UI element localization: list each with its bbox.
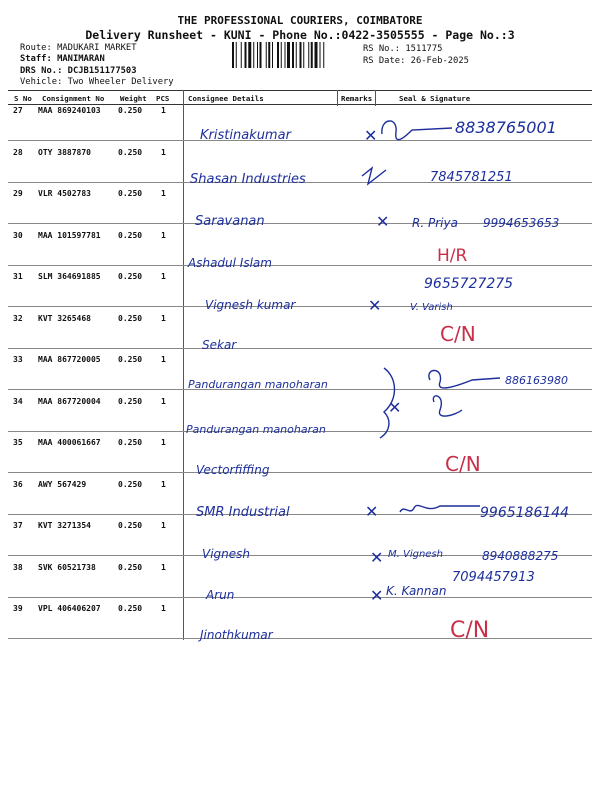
row-weight: 0.250 [118,189,143,198]
handwritten-name: Vignesh kumar [205,298,296,312]
cross-mark: ✕ [368,296,382,315]
row-sno: 27 [13,106,23,115]
row-sno: 39 [13,604,23,613]
row-consignment-no: VLR 4502783 [38,189,91,198]
row-weight: 0.250 [118,604,143,613]
table-top-border [8,90,592,91]
row-consignment-no: KVT 3265468 [38,313,91,323]
row-sno: 33 [13,355,23,364]
handwritten-signature: R. Priya [412,216,458,230]
barcode-bar [320,42,321,68]
col-header-seal-signature: Seal & Signature [399,94,471,103]
row-sno: 35 [13,438,23,447]
company-title: THE PROFESSIONAL COURIERS, COIMBATORE [177,14,423,27]
row-pcs: 1 [161,604,166,613]
barcode-bar [245,42,247,68]
column-divider-consignee [183,90,184,640]
barcode-bar [287,42,290,68]
barcode-bar [241,42,242,68]
row-separator [8,638,592,639]
row-weight: 0.250 [118,521,143,530]
column-divider-remarks [337,90,338,106]
barcode-bar [315,42,318,68]
handwritten-signature: V. Varish [410,302,453,313]
row-pcs: 1 [161,313,166,323]
handwritten-phone: 7845781251 [430,170,513,185]
row-sno: 37 [13,521,23,530]
handwritten-name: Jinothkumar [200,628,273,642]
barcode-bar [300,42,302,68]
row-weight: 0.250 [118,272,143,281]
row-consignment-no: SVK 60521738 [38,562,96,572]
handwritten-phone: 7094457913 [452,570,535,585]
runsheet-subtitle: Delivery Runsheet - KUNI - Phone No.:0422-3505555 - Page No.:3 [85,28,515,42]
row-weight: 0.250 [118,106,143,115]
handwritten-name: Vignesh [202,547,251,561]
barcode-bar [277,42,279,68]
handwritten-name: Arun [206,588,235,602]
row-consignment-no: VPL 406406207 [38,604,101,613]
row-sno: 32 [13,313,23,323]
handwritten-phone: 9965186144 [480,505,570,521]
row-separator [8,306,592,307]
row-sno: 30 [13,230,23,240]
barcode-bar [253,42,254,68]
row-separator [8,348,592,349]
handwritten-name: Pandurangan manoharan [188,378,328,391]
handwritten-phone: 9994653653 [483,216,560,230]
barcode-bar [272,42,273,68]
barcode-bar [260,42,262,68]
cross-mark: ✕ [376,212,390,231]
row-consignment-no: AWY 567429 [38,479,87,489]
row-consignment-no: MAA 869240103 [38,106,101,115]
remark-hold: H/R [437,246,468,266]
row-consignment-no: MAA 867720004 [38,396,101,406]
barcode-bar [236,42,237,68]
col-header-consignment: Consignment No [42,94,105,103]
handwritten-signature: K. Kannan [386,584,447,598]
col-header-consignee: Consignee Details [188,94,264,103]
cross-mark: ✕ [370,548,384,567]
row-weight: 0.250 [118,313,143,323]
cross-mark: ✕ [365,502,379,521]
row-pcs: 1 [161,521,166,530]
barcode-bar [248,42,251,68]
row-separator [8,140,592,141]
row-weight: 0.250 [118,396,143,406]
barcode-bar [292,42,294,68]
remark-cn: C/N [445,452,481,476]
handwritten-name: Vectorfiffing [196,463,270,477]
table-header-border [8,104,592,105]
cross-mark: ✕ [388,398,402,417]
barcode-bar [303,42,304,68]
row-pcs: 1 [161,355,166,364]
cross-mark: ✕ [364,126,378,145]
row-sno: 28 [13,147,23,157]
row-weight: 0.250 [118,479,143,489]
row-consignment-no: MAA 867720005 [38,355,101,364]
row-weight: 0.250 [118,147,143,157]
barcode-bar [257,42,258,68]
row-pcs: 1 [161,438,166,447]
row-pcs: 1 [161,106,166,115]
barcode-bar [285,42,286,68]
vehicle-label: Vehicle: Two Wheeler Delivery [20,77,174,87]
row-pcs: 1 [161,479,166,489]
row-consignment-no: KVT 3271354 [38,521,91,530]
row-weight: 0.250 [118,355,143,364]
barcode-bar [281,42,282,68]
remark-cn: C/N [450,618,490,643]
barcode-bar [232,42,234,68]
row-weight: 0.250 [118,438,143,447]
row-weight: 0.250 [118,562,143,572]
handwritten-name: Ashadul Islam [188,256,272,270]
cross-mark: ✕ [370,586,384,605]
row-pcs: 1 [161,562,166,572]
barcode-bar [266,42,267,68]
rs-date: RS Date: 26-Feb-2025 [363,56,469,66]
handwritten-phone: 8940888275 [482,549,559,563]
column-divider-seal [375,90,376,106]
barcode-bar [323,42,324,68]
row-pcs: 1 [161,396,166,406]
row-separator [8,265,592,266]
row-sno: 31 [13,272,23,281]
row-sno: 34 [13,396,23,406]
handwritten-name: Sekar [202,338,237,352]
col-header-sno: S No [14,94,32,103]
col-header-pcs: PCS [156,94,170,103]
handwritten-name: Saravanan [195,214,265,229]
handwritten-name: Kristinakumar [200,128,291,143]
row-sno: 36 [13,479,23,489]
row-separator [8,597,592,598]
barcode-bar [296,42,297,68]
handwritten-name: Shasan Industries [190,172,306,187]
row-pcs: 1 [161,230,166,240]
col-header-remarks: Remarks [341,94,373,103]
handwritten-phone: 886163980 [505,374,568,387]
remark-cn: C/N [440,322,476,346]
row-sno: 29 [13,189,23,198]
row-weight: 0.250 [118,230,143,240]
row-separator [8,472,592,473]
row-consignment-no: SLM 364691885 [38,272,101,281]
barcode-bar [311,42,313,68]
handwritten-phone: 8838765001 [455,118,557,137]
route-label: Route: MADUKARI MARKET [20,43,137,53]
row-consignment-no: MAA 101597781 [38,230,101,240]
row-pcs: 1 [161,189,166,198]
barcode-bar [268,42,270,68]
handwritten-name: Pandurangan manoharan [186,423,326,436]
handwritten-phone: 9655727275 [424,276,514,292]
barcode-bar [308,42,309,68]
row-pcs: 1 [161,272,166,281]
rs-number: RS No.: 1511775 [363,44,443,54]
barcode-image [232,42,356,68]
row-pcs: 1 [161,147,166,157]
row-consignment-no: MAA 400061667 [38,438,101,447]
drs-label: DRS No.: DCJB151177503 [20,66,137,76]
col-header-weight: Weight [120,94,147,103]
handwritten-name: SMR Industrial [196,505,290,520]
row-sno: 38 [13,562,23,572]
staff-label: Staff: MANIMARAN [20,54,105,64]
row-consignment-no: OTY 3887870 [38,147,91,157]
handwritten-signature: M. Vignesh [388,549,443,560]
